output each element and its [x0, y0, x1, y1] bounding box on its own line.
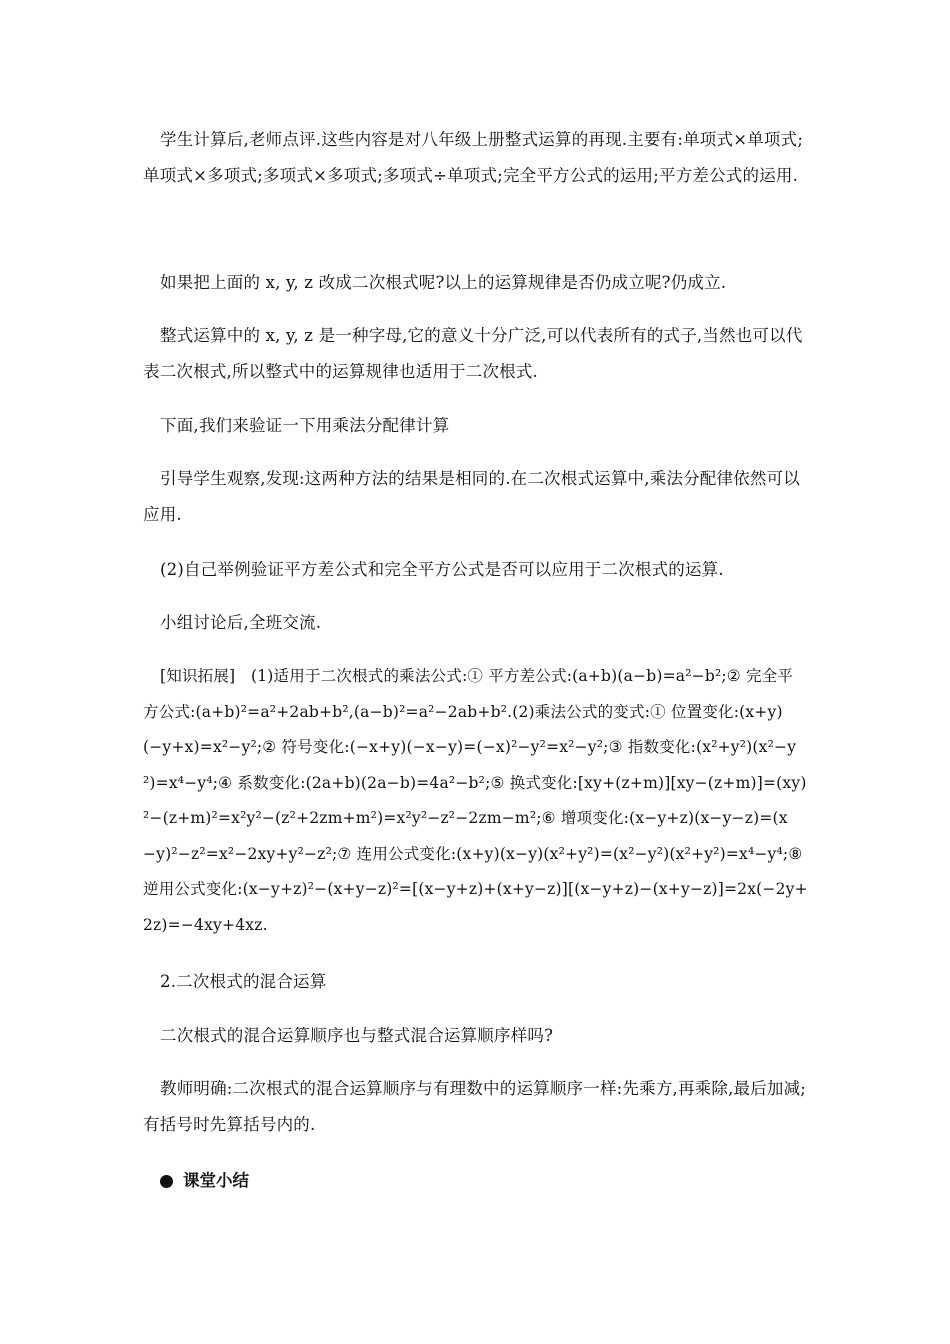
- paragraph-mixed-question: 二次根式的混合运算顺序也与整式混合运算顺序样吗?: [160, 1026, 554, 1045]
- bullet-icon: [160, 1175, 173, 1188]
- paragraph-teacher-clarifies: 教师明确:二次根式的混合运算顺序与有理数中的运算顺序一样:先乘方,再乘除,最后加减;有括号时先算括号内的.: [143, 1079, 807, 1134]
- section-heading-summary: [160, 1167, 249, 1195]
- paragraph-group-discussion: 小组讨论后,全班交流.: [160, 613, 322, 632]
- paragraph-knowledge-extension: [知识拓展] (1)适用于二次根式的乘法公式:① 平方差公式:(a+b)(a−b)=a²−b²;② 完全平方公式:(a+b)²=a²+2ab+b²,(a−b)²=a²−2ab+b².(2)乘法公式的变式:① 位置变化:(x+y)(−y+x)=x²−y²;② 符号变化:(−x+y)(−x−y)=(−x)²−y²=x²−y²;③ 指数变化:(x²+y²)(x²−y²)=x⁴−y⁴;④ 系数变化:(2a+b)(2a−b)=4a²−b²;⑤ 换式变化:[xy+(z+m)][xy−(z+m)]=(xy)²−(z+m)²=x²y²−(z²+2zm+m²)=x²y²−z²−2zm−m²;⑥ 增项变化:(x−y+z)(x−y−z)=(x−y)²−z²=x²−2xy+y²−z²;⑦ 连用公式变化:(x+y)(x−y)(x²+y²)=(x²−y²)(x²+y²)=x⁴−y⁴;⑧ 逆用公式变化:(x−y+z)²−(x+y−z)²=[(x−y+z)+(x+y−z)][(x−y+z)−(x+y−z)]=2x(−2y+2z)=−4xy+4xz.: [143, 667, 808, 934]
- paragraph-distributive-intro: 下面,我们来验证一下用乘法分配律计算: [160, 416, 450, 435]
- section-title-mixed-operations: 2.二次根式的混合运算: [160, 972, 327, 991]
- paragraph-review: 学生计算后,老师点评.这些内容是对八年级上册整式运算的再现.主要有:单项式×单项式;单项式×多项式;多项式×多项式;多项式÷单项式;完全平方公式的运用;平方差公式的运用.: [143, 130, 804, 185]
- paragraph-letters-meaning: 整式运算中的 x, y, z 是一种字母,它的意义十分广泛,可以代表所有的式子,当然也可以代表二次根式,所以整式中的运算规律也适用于二次根式.: [143, 326, 803, 381]
- paragraph-verify-formulas: (2)自己举例验证平方差公式和完全平方公式是否可以应用于二次根式的运算.: [160, 560, 724, 579]
- paragraph-observation: 引导学生观察,发现:这两种方法的结果是相同的.在二次根式运算中,乘法分配律依然可以应用.: [143, 469, 800, 524]
- section-heading-label: 课堂小结: [183, 1171, 249, 1190]
- paragraph-question-radicals: 如果把上面的 x, y, z 改成二次根式呢?以上的运算规律是否仍成立呢?仍成立.: [160, 273, 727, 292]
